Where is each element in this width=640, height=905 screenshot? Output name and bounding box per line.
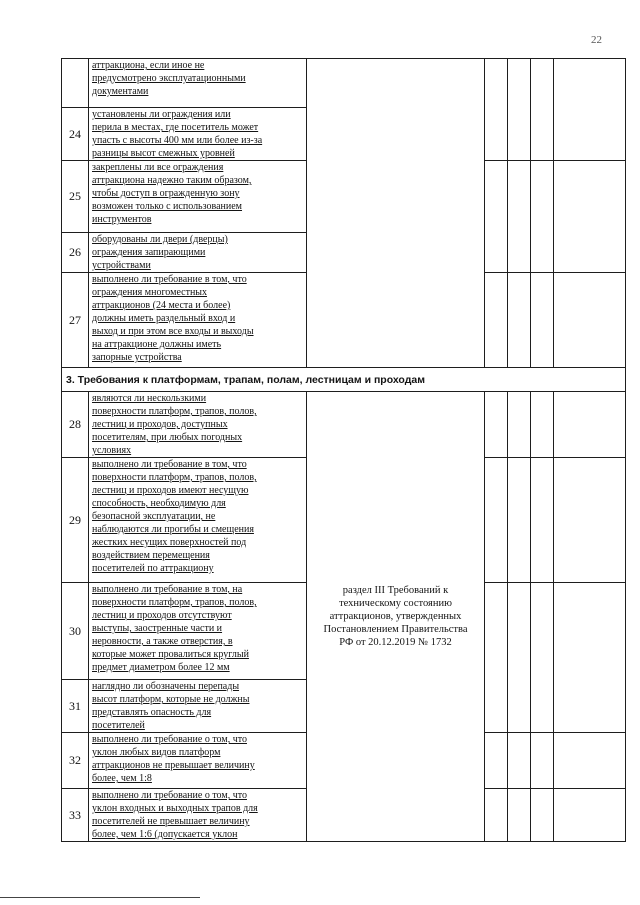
item-number: 31 xyxy=(62,680,89,733)
question-text: лестниц и проходов имеют несущую xyxy=(92,485,249,496)
question-line xyxy=(92,121,303,134)
question-line xyxy=(92,134,303,147)
answer-cell xyxy=(508,59,531,161)
notes-cell xyxy=(554,733,626,789)
question-text: более, чем 1:6 (допускается уклон xyxy=(92,829,238,840)
question-text: выполнено ли требование в том, что xyxy=(92,274,247,285)
question-line xyxy=(92,458,303,471)
answer-cell xyxy=(485,273,508,368)
question-text: безопасной эксплуатации, не xyxy=(92,511,216,522)
question-text: поверхности платформ, трапов, полов, xyxy=(92,472,257,483)
question-text: инструментов xyxy=(92,214,152,225)
answer-cell xyxy=(485,392,508,458)
answer-cell xyxy=(485,161,508,273)
answer-cell xyxy=(508,733,531,789)
question-line xyxy=(92,648,303,661)
answer-cell xyxy=(531,458,554,583)
question-line xyxy=(92,351,303,364)
question-cell xyxy=(89,273,307,368)
question-cell xyxy=(89,108,307,161)
question-cell xyxy=(89,680,307,733)
question-line xyxy=(92,286,303,299)
question-text: наглядно ли обозначены перепады xyxy=(92,681,240,692)
question-line xyxy=(92,596,303,609)
reference-line: раздел III Требований к xyxy=(342,585,449,596)
item-number: 26 xyxy=(62,233,89,273)
question-cell xyxy=(89,59,307,108)
question-line xyxy=(92,431,303,444)
item-number: 33 xyxy=(62,789,89,842)
question-text: более, чем 1:8 xyxy=(92,773,152,784)
question-text: которые может провалиться круглый xyxy=(92,649,249,660)
question-text: на аттракционе должны иметь xyxy=(92,339,222,350)
item-number: 28 xyxy=(62,392,89,458)
reference-line: техническому состоянию xyxy=(339,598,452,609)
answer-cell xyxy=(531,583,554,733)
question-line xyxy=(92,693,303,706)
question-text: выполнено ли требование о том, что xyxy=(92,790,247,801)
question-text: должны иметь раздельный вход и xyxy=(92,313,236,324)
notes-cell xyxy=(554,458,626,583)
question-line xyxy=(92,536,303,549)
question-line xyxy=(92,213,303,226)
question-line xyxy=(92,562,303,575)
question-line xyxy=(92,72,303,85)
question-line xyxy=(92,828,303,841)
question-line xyxy=(92,680,303,693)
question-text: неровности, а также отверстия, в xyxy=(92,636,233,647)
question-line xyxy=(92,815,303,828)
answer-cell xyxy=(485,789,508,842)
question-text: запорные устройства xyxy=(92,352,182,363)
question-line xyxy=(92,746,303,759)
question-line xyxy=(92,246,303,259)
footer-line xyxy=(0,897,200,898)
notes-cell xyxy=(554,273,626,368)
question-line xyxy=(92,471,303,484)
question-line xyxy=(92,147,303,160)
question-line xyxy=(92,259,303,272)
question-text: ограждения запирающими xyxy=(92,247,206,258)
answer-cell xyxy=(508,458,531,583)
question-text: лестниц и проходов отсутствуют xyxy=(92,610,232,621)
question-text: посетителям, при любых погодных xyxy=(92,432,243,443)
notes-cell xyxy=(554,392,626,458)
question-text: предмет диаметром более 12 мм xyxy=(92,662,230,673)
question-cell xyxy=(89,458,307,583)
answer-cell xyxy=(531,59,554,161)
item-number: 27 xyxy=(62,273,89,368)
question-line xyxy=(92,789,303,802)
question-text: чтобы доступ в огражденную зону xyxy=(92,188,240,199)
question-text: выступы, заостренные части и xyxy=(92,623,223,634)
reference-line: РФ от 20.12.2019 № 1732 xyxy=(339,637,452,648)
question-line xyxy=(92,187,303,200)
question-line xyxy=(92,392,303,405)
question-line xyxy=(92,523,303,536)
question-text: перила в местах, где посетитель может xyxy=(92,122,259,133)
question-line xyxy=(92,338,303,351)
answer-cell xyxy=(485,733,508,789)
question-text: поверхности платформ, трапов, полов, xyxy=(92,406,257,417)
question-cell xyxy=(89,789,307,842)
question-line xyxy=(92,405,303,418)
question-text: ограждения многоместных xyxy=(92,287,208,298)
answer-cell xyxy=(531,789,554,842)
question-line xyxy=(92,635,303,648)
answer-cell xyxy=(531,733,554,789)
question-line xyxy=(92,661,303,674)
question-text: выход и при этом все входы и выходы xyxy=(92,326,254,337)
question-text: воздействием перемещения xyxy=(92,550,210,561)
item-number xyxy=(62,59,89,108)
question-text: аттракционов (24 места и более) xyxy=(92,300,231,311)
question-cell xyxy=(89,733,307,789)
question-text: документами xyxy=(92,86,149,97)
question-line xyxy=(92,549,303,562)
question-text: аттракционов не превышает величину xyxy=(92,760,255,771)
question-text: наблюдаются ли прогибы и смещения xyxy=(92,524,254,535)
question-line xyxy=(92,706,303,719)
question-text: упасть с высоты 400 мм или более из-за xyxy=(92,135,263,146)
requirement-reference xyxy=(307,392,485,842)
answer-cell xyxy=(531,161,554,273)
question-line xyxy=(92,418,303,431)
notes-cell xyxy=(554,789,626,842)
section-title: 3. Требования к платформам, трапам, полам, лестницам и проходам xyxy=(62,368,626,392)
question-text: выполнено ли требование в том, на xyxy=(92,584,243,595)
question-cell xyxy=(89,583,307,680)
question-cell xyxy=(89,233,307,273)
question-line xyxy=(92,108,303,121)
question-text: выполнено ли требование о том, что xyxy=(92,734,247,745)
question-line xyxy=(92,161,303,174)
answer-cell xyxy=(485,583,508,733)
reference-line: аттракционов, утвержденных xyxy=(329,611,462,622)
question-text: уклон любых видов платформ xyxy=(92,747,221,758)
question-cell xyxy=(89,392,307,458)
question-line xyxy=(92,444,303,457)
question-text: условиях xyxy=(92,445,132,456)
page-number: 22 xyxy=(591,34,602,46)
answer-cell xyxy=(485,458,508,583)
question-text: разницы высот смежных уровней xyxy=(92,148,235,159)
question-line xyxy=(92,85,303,98)
section-row xyxy=(62,368,626,392)
question-line xyxy=(92,719,303,732)
item-number: 24 xyxy=(62,108,89,161)
question-text: выполнено ли требование в том, что xyxy=(92,459,247,470)
question-text: возможен только с использованием xyxy=(92,201,243,212)
answer-cell xyxy=(508,789,531,842)
notes-cell xyxy=(554,59,626,161)
question-line xyxy=(92,759,303,772)
question-line xyxy=(92,174,303,187)
question-text: высот платформ, которые не должны xyxy=(92,694,250,705)
question-line xyxy=(92,609,303,622)
answer-cell xyxy=(508,161,531,273)
item-number: 32 xyxy=(62,733,89,789)
question-line xyxy=(92,802,303,815)
answer-cell xyxy=(508,273,531,368)
answer-cell xyxy=(508,392,531,458)
item-number: 25 xyxy=(62,161,89,233)
question-text: оборудованы ли двери (дверцы) xyxy=(92,234,228,245)
question-line xyxy=(92,484,303,497)
answer-cell xyxy=(531,273,554,368)
answer-cell xyxy=(485,59,508,161)
answer-cell xyxy=(531,392,554,458)
question-line xyxy=(92,325,303,338)
question-line xyxy=(92,497,303,510)
question-line xyxy=(92,772,303,785)
question-text: посетителей не превышает величину xyxy=(92,816,250,827)
question-text: устройствами xyxy=(92,260,151,271)
item-number: 30 xyxy=(62,583,89,680)
question-text: являются ли нескользкими xyxy=(92,393,207,404)
question-text: жестких несущих поверхностей под xyxy=(92,537,247,548)
question-text: предусмотрено эксплуатационными xyxy=(92,73,246,84)
question-text: посетителей по аттракциону xyxy=(92,563,214,574)
question-text: уклон входных и выходных трапов для xyxy=(92,803,258,814)
reference-line: Постановлением Правительства xyxy=(323,624,468,635)
question-line xyxy=(92,312,303,325)
question-text: поверхности платформ, трапов, полов, xyxy=(92,597,257,608)
question-text: аттракциона, если иное не xyxy=(92,60,205,71)
checklist-table xyxy=(61,58,626,842)
question-line xyxy=(92,273,303,286)
requirement-reference xyxy=(307,59,485,368)
question-text: аттракциона надежно таким образом, xyxy=(92,175,252,186)
question-text: способность, необходимую для xyxy=(92,498,226,509)
question-text: лестниц и проходов, доступных xyxy=(92,419,228,430)
question-line xyxy=(92,59,303,72)
question-line xyxy=(92,200,303,213)
question-text: представлять опасность для xyxy=(92,707,212,718)
answer-cell xyxy=(508,583,531,733)
question-line xyxy=(92,583,303,596)
question-text: установлены ли ограждения или xyxy=(92,109,231,120)
question-line xyxy=(92,233,303,246)
question-cell xyxy=(89,161,307,233)
question-line xyxy=(92,299,303,312)
table-row xyxy=(62,392,626,458)
item-number: 29 xyxy=(62,458,89,583)
notes-cell xyxy=(554,161,626,273)
question-line xyxy=(92,733,303,746)
notes-cell xyxy=(554,583,626,733)
question-line xyxy=(92,510,303,523)
question-text: закреплены ли все ограждения xyxy=(92,162,224,173)
question-text: посетителей xyxy=(92,720,145,731)
question-line xyxy=(92,622,303,635)
table-row xyxy=(62,59,626,108)
